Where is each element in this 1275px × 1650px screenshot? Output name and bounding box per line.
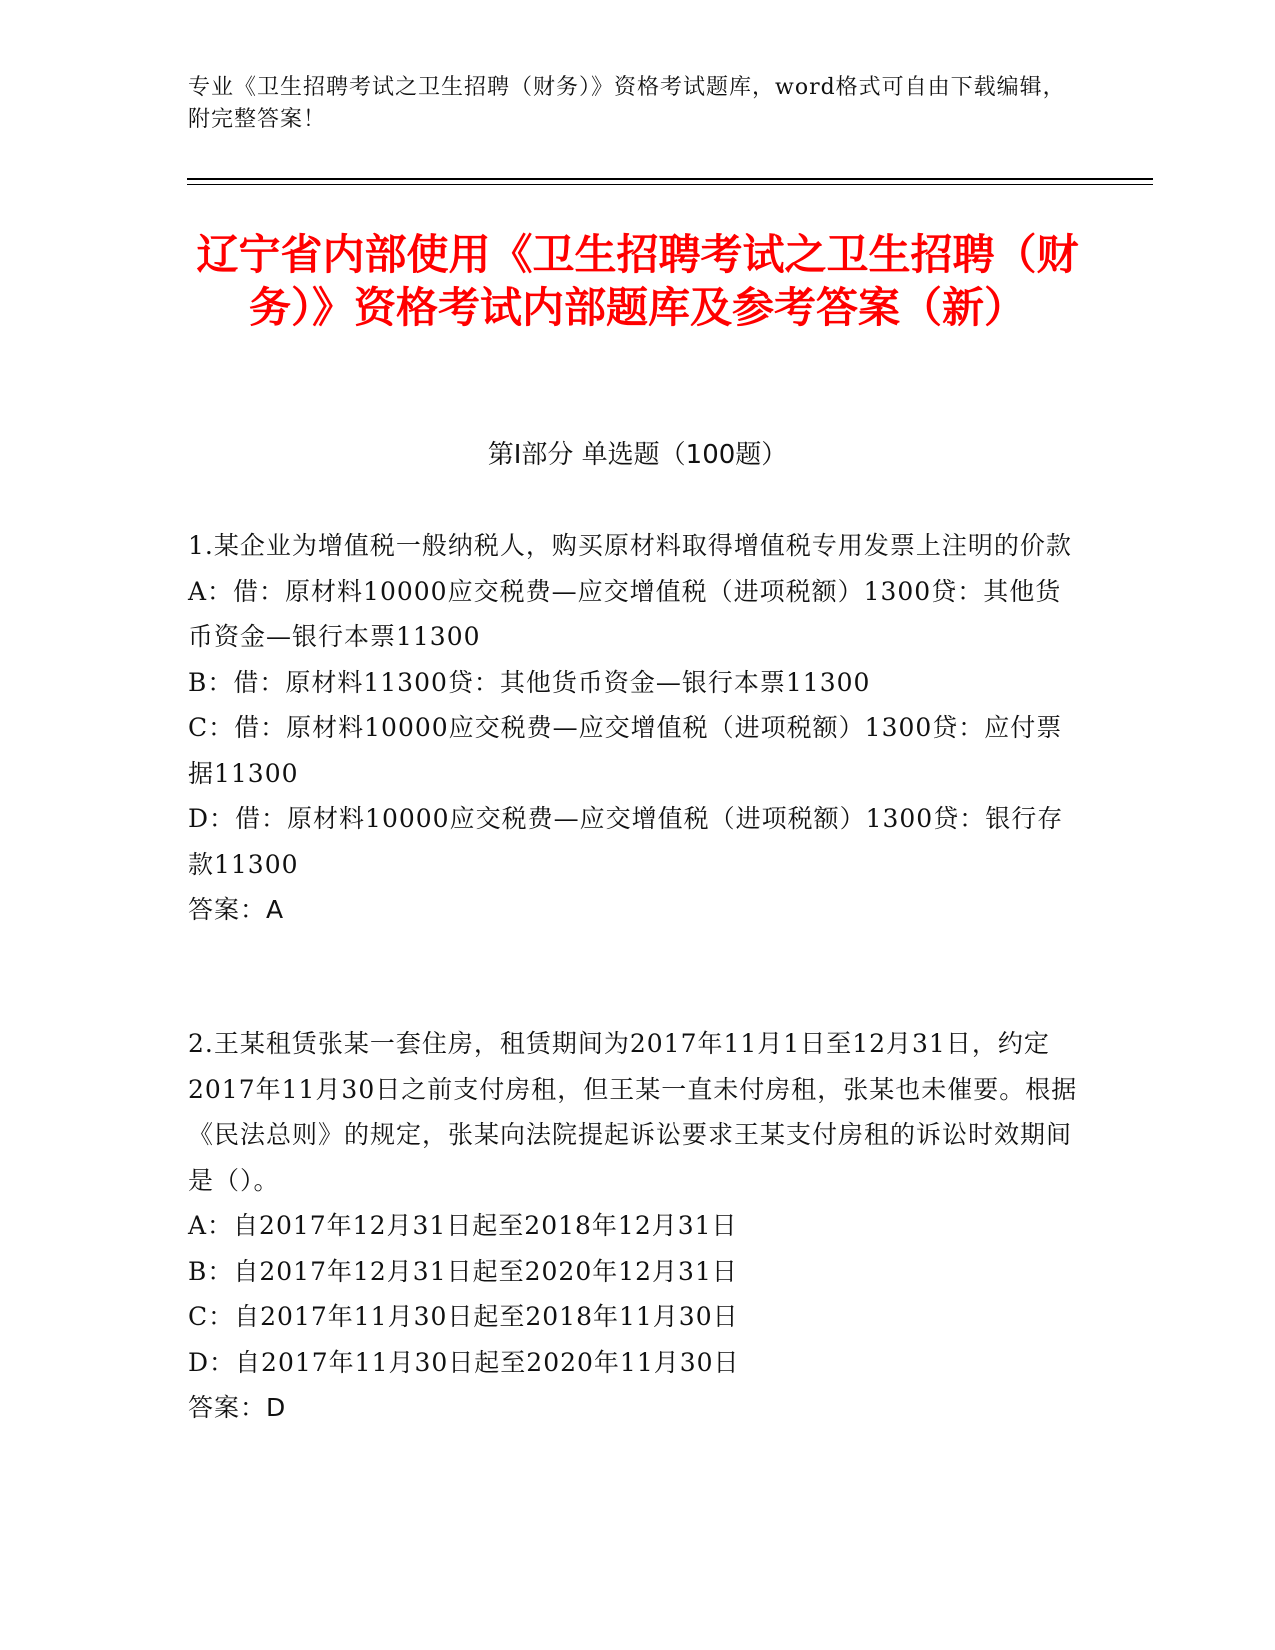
question-text: 1.某企业为增值税一般纳税人，购买原材料取得增值税专用发票上注明的价款 <box>188 531 1072 560</box>
question-text: 2.王某租赁张某一套住房，租赁期间为2017年11月1日至12月31日，约定2017年11月30日之前支付房租，但王某一直未付房租，张某也未催要。根据《民法总则》的规定，张某向法院提起诉讼要求王某支付房租的诉讼时效期间是（）。 <box>188 1029 1078 1195</box>
header-note: 专业《卫生招聘考试之卫生招聘（财务）》资格考试题库，word格式可自由下载编辑，附完整答案！ <box>188 75 1066 132</box>
question-1 <box>188 523 1083 933</box>
header-divider-thin <box>187 184 1153 185</box>
option-c: C：借：原材料10000应交税费—应交增值税（进项税额）1300贷：应付票据11300 <box>188 713 1063 788</box>
option-c: C：自2017年11月30日起至2018年11月30日 <box>188 1302 739 1331</box>
document-title: 辽宁省内部使用《卫生招聘考试之卫生招聘（财务）》资格考试内部题库及参考答案（新） <box>196 230 1079 332</box>
option-d: D：自2017年11月30日起至2020年11月30日 <box>188 1347 740 1377</box>
option-b: B：借：原材料11300贷：其他货币资金—银行本票11300 <box>188 667 871 697</box>
answer: 答案：D <box>188 1393 287 1422</box>
header-divider-thick <box>187 178 1153 180</box>
option-d: D：借：原材料10000应交税费—应交增值税（进项税额）1300贷：银行存款11300 <box>188 804 1064 879</box>
question-2 <box>188 1021 1083 1431</box>
answer: 答案：A <box>188 895 285 924</box>
section-heading: 第Ⅰ部分 单选题（100题） <box>487 440 788 470</box>
option-b: B：自2017年12月31日起至2020年12月31日 <box>188 1256 738 1286</box>
option-a: A：自2017年12月31日起至2018年12月31日 <box>188 1211 738 1240</box>
option-a: A：借：原材料10000应交税费—应交增值税（进项税额）1300贷：其他货币资金—银行本票11300 <box>188 576 1062 651</box>
